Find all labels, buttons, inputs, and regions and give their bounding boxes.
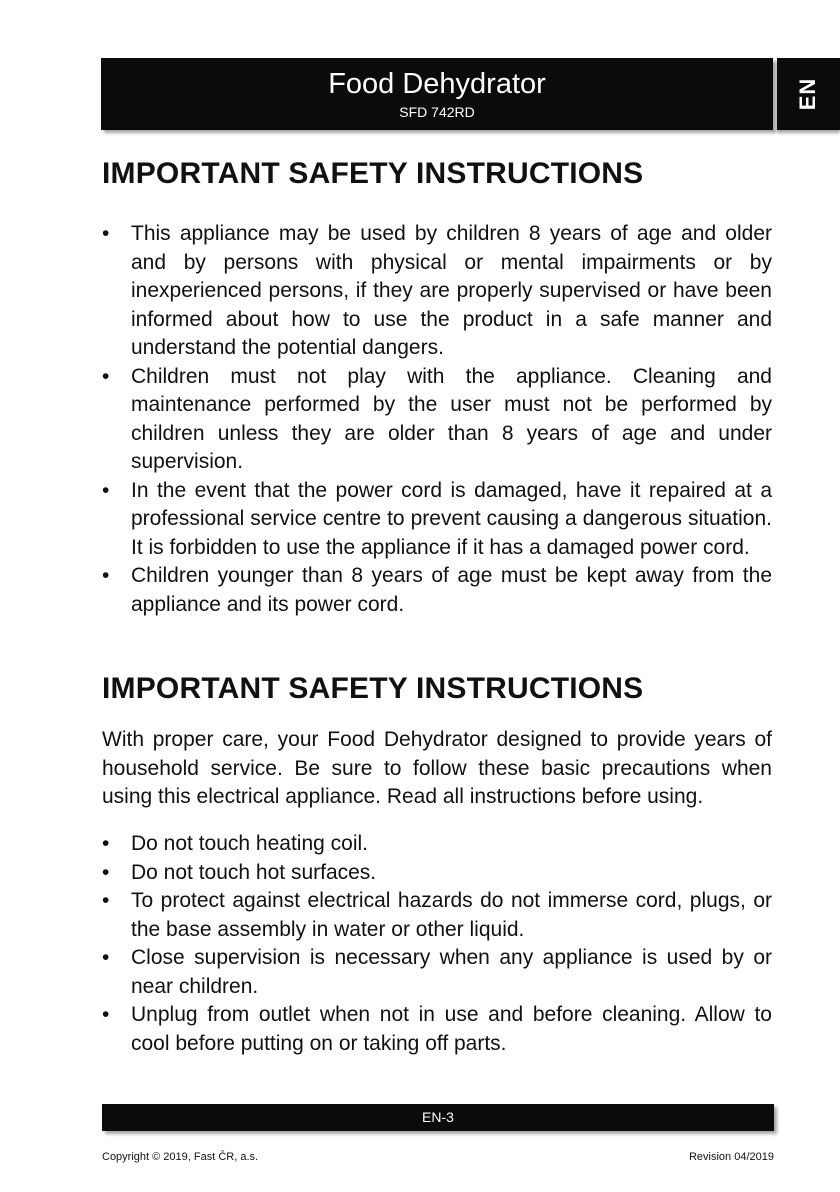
list-item-text: This appliance may be used by children 8 years of age and older and by persons with physical or mental impairments or by inexperienced persons, if they are properly supervised or have been informed about how to use the product in a safe manner and understand the potential dangers. [131, 222, 772, 359]
list-item-text: In the event that the power cord is damaged, have it repaired at a professional service centre to prevent causing a dangerous situation. It is forbidden to use the appliance if it has a damaged power cord. [131, 478, 772, 559]
model-number: SFD 742RD [399, 104, 475, 120]
list-item [102, 562, 772, 619]
list-item [102, 477, 772, 563]
section-heading-1: IMPORTANT SAFETY INSTRUCTIONS [102, 157, 644, 190]
intro-paragraph: With proper care, your Food Dehydrator designed to provide years of household service. Be sure to follow these basic precautions when using this electrical appliance. Read all instructions before using. [102, 728, 772, 808]
bullet-dot: • [102, 564, 110, 587]
bullet-dot: • [102, 889, 110, 912]
bullet-dot: • [102, 946, 110, 969]
page-number: EN-3 [422, 1109, 454, 1125]
list-item [102, 220, 772, 363]
list-item [102, 1001, 772, 1058]
list-item-text: Do not touch hot surfaces. [131, 860, 377, 884]
bullet-dot: • [102, 860, 110, 884]
document-title: Food Dehydrator [328, 68, 546, 100]
list-item [102, 363, 772, 477]
bullet-dot: • [102, 364, 110, 388]
header-bar [101, 58, 773, 130]
list-item [102, 859, 772, 888]
bullet-dot: • [102, 478, 110, 502]
list-item-text: Children younger than 8 years of age must be kept away from the appliance and its power cord. [131, 564, 772, 616]
list-item-text: To protect against electrical hazards do not immerse cord, plugs, or the base assembly in water or other liquid. [131, 889, 772, 941]
list-item [102, 944, 772, 1001]
list-item-text: Do not touch heating coil. [131, 832, 368, 855]
revision-text: Revision 04/2019 [688, 1151, 774, 1163]
safety-list-1 [102, 220, 772, 619]
bullet-dot: • [102, 832, 110, 855]
footer-bar [102, 1104, 774, 1131]
list-item-text: Unplug from outlet when not in use and before cleaning. Allow to cool before putting on or taking off parts. [131, 1003, 772, 1055]
section-heading-2: IMPORTANT SAFETY INSTRUCTIONS [102, 672, 644, 705]
list-item [102, 830, 772, 859]
language-tab [777, 58, 840, 130]
copyright-text: Copyright © 2019, Fast ČR, a.s. [102, 1151, 259, 1163]
list-item-text: Close supervision is necessary when any appliance is used by or near children. [131, 946, 772, 998]
safety-list-2 [102, 830, 772, 1058]
bullet-dot: • [102, 222, 110, 245]
list-item-text: Children must not play with the appliance. Cleaning and maintenance performed by the user must not be performed by children unless they are older than 8 years of age and under supervision. [131, 364, 772, 473]
language-label: EN [795, 77, 820, 111]
list-item [102, 887, 772, 944]
bullet-dot: • [102, 1003, 110, 1026]
